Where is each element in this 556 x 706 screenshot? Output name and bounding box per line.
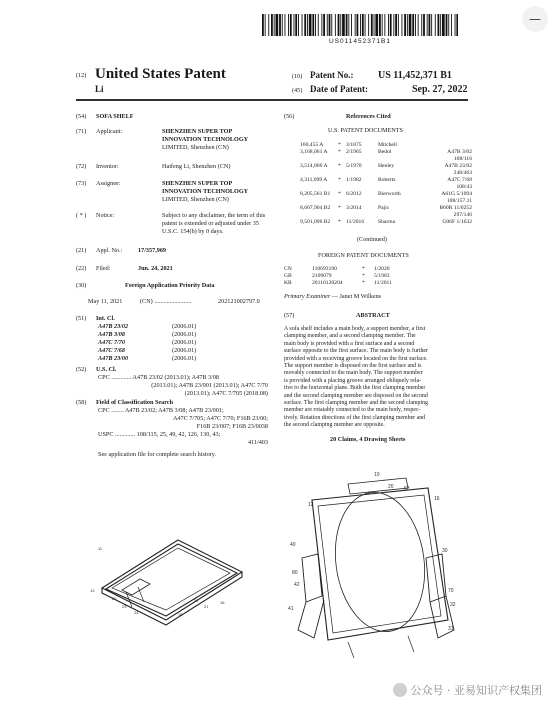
us-reference-row: 3,168,061 A * 2/1965 Bedol A47B 3/02 108/116 <box>300 149 472 162</box>
figure-numeral: 12 <box>308 502 314 508</box>
code-56: (56) <box>284 113 295 120</box>
abstract-line: surface opposite to the first surface. The main body is further <box>284 348 429 355</box>
wechat-icon <box>393 683 407 697</box>
figure-numeral: 16 <box>434 496 440 502</box>
code-10: (10) <box>292 73 303 80</box>
figure-numeral: 16 <box>220 600 225 605</box>
abstract-line: provided with a receiving groove located on the first surface. <box>284 355 428 362</box>
figure-numeral: 40 <box>290 542 296 548</box>
appl-label: Appl. No.: <box>96 247 123 254</box>
abstract-line: movably connected to the main body. The support member <box>284 370 423 377</box>
abstract-line: A sofa shelf includes a main body, a support member, a first <box>284 326 426 332</box>
notice-label: Notice: <box>96 212 115 219</box>
code-30: (30) <box>76 282 87 289</box>
figure-numeral: 20 <box>112 596 117 601</box>
foreign-docs-heading: FOREIGN PATENT DOCUMENTS <box>318 252 409 259</box>
abstract-line: main body is provided with a first surface and a second <box>284 340 415 347</box>
abstract-line: is provided with a placing groove arranged obliquely rela- <box>284 377 422 384</box>
figure-numeral: 15 <box>178 612 183 617</box>
code-58: (58) <box>76 399 87 406</box>
notice-value: Subject to any disclaimer, the term of this patent is extended or adjusted under 35 U.S.C. 154(b) by 0 days. <box>162 212 266 235</box>
foreign-reference-row: CN 110693190 * 1/2020 <box>284 266 390 272</box>
abstract-line: member are rotatably connected to the main body, respec- <box>284 407 421 414</box>
figure-numeral: 41 <box>288 606 294 612</box>
intcl-row: A47B 23/00 (2006.01) <box>98 355 197 362</box>
figure-exploded-view <box>288 470 458 660</box>
uscl-heading: U.S. Cl. <box>96 366 117 373</box>
barcode <box>262 14 458 36</box>
abstract-line: tive to the horizontal plane. Both the first clamping member <box>284 385 426 392</box>
inventor-value: Haifeng Li, Shenzhen (CN) <box>162 163 231 170</box>
minimize-button[interactable] <box>522 6 548 32</box>
code-51: (51) <box>76 315 87 322</box>
figure-numeral: 52 <box>404 486 410 492</box>
priority-date: May 11, 2021 <box>88 298 123 305</box>
abstract-line: The support member is disposed on the first surface and is <box>284 363 422 370</box>
us-reference-row: 9,501,096 B2 * 11/2016 Sharma G06F 1/1632 <box>300 219 472 225</box>
intcl-row: A47B 23/02 (2006.01) <box>98 323 197 330</box>
patent-number: US 11,452,371 B1 <box>378 70 452 81</box>
priority-heading: Foreign Application Priority Data <box>125 282 215 289</box>
figure-numeral: 22 <box>194 598 199 603</box>
invention-title: SOFA SHELF <box>96 113 134 120</box>
us-docs-heading: U.S. PATENT DOCUMENTS <box>328 127 403 134</box>
figure-perspective-view <box>82 480 252 640</box>
refs-heading: References Cited <box>346 113 391 120</box>
date-label: Date of Patent: <box>310 84 368 94</box>
inventor-label: Inventor: <box>96 163 119 170</box>
figure-numeral: 80 <box>292 570 298 576</box>
intcl-heading: Int. Cl. <box>96 315 115 322</box>
priority-country: (CN) ........................ <box>140 298 192 305</box>
figure-numeral: 10 <box>374 472 380 478</box>
code-45: (45) <box>292 87 303 94</box>
assignee-label: Assignee: <box>96 180 121 187</box>
figure-numeral: 24 <box>134 610 139 615</box>
us-reference-row: 3,514,066 A * 5/1970 Henley A47B 23/02 248/463 <box>300 163 472 176</box>
claims-count: 20 Claims, 4 Drawing Sheets <box>330 436 406 443</box>
foreign-reference-row: KR 20110120204 * 11/2011 <box>284 280 392 286</box>
code-21: (21) <box>76 247 87 254</box>
assignee-value: SHENZHEN SUPER TOP INNOVATION TECHNOLOGY LIMITED, Shenzhen (CN) <box>162 180 249 203</box>
priority-number: 202121002797.0 <box>218 298 260 305</box>
intcl-list <box>98 323 238 363</box>
patent-no-label: Patent No.: <box>310 70 354 80</box>
search-history-note: See application file for complete search history. <box>98 451 216 458</box>
uscl-lines: CPC ............. A47B 23/02 (2013.01); A47B 3/08 (2013.01); A47B 23/001 (2013.01); A47C 7/70 (2013.01); A47C 7/705 (2018.08) <box>98 374 268 397</box>
examiner-line: Primary Examiner — Janet M Wilkens <box>284 293 382 300</box>
barcode-number: US011452371B1 <box>328 38 392 45</box>
abstract-line: and the second clamping member are disposed on the second <box>284 392 428 399</box>
code-57: (57) <box>284 312 295 319</box>
intcl-row: A47C 7/70 (2006.01) <box>98 339 197 346</box>
watermark-text: 公众号 · 亚易知识产权集团 <box>410 684 542 697</box>
header-rule <box>76 99 468 101</box>
figure-numeral: 13 <box>90 588 95 593</box>
figure-numeral: 21 <box>204 604 209 609</box>
code-22: (22) <box>76 265 87 272</box>
filed-label: Filed: <box>96 265 111 272</box>
wechat-watermark <box>393 682 543 698</box>
applicant-value: SHENZHEN SUPER TOP INNOVATION TECHNOLOGY LIMITED, Shenzhen (CN) <box>162 128 249 151</box>
abstract-heading: ABSTRACT <box>356 312 390 319</box>
code-73: (73) <box>76 180 87 187</box>
applicant-label: Applicant: <box>96 128 123 135</box>
figure-numeral: 23 <box>122 604 127 609</box>
us-reference-row: 8,667,904 B2 * 3/2014 Pajic B60R 11/0252 297/146 <box>300 205 472 218</box>
intcl-row: A47C 7/68 (2006.01) <box>98 347 197 354</box>
document-type: United States Patent <box>95 66 226 82</box>
filed-date: Jun. 24, 2021 <box>138 265 173 272</box>
continued-note: (Continued) <box>357 236 387 243</box>
us-reference-row: 4,311,099 A * 1/1982 Roberts A47C 7/68 108/43 <box>300 177 472 190</box>
minimize-icon: — <box>529 12 541 26</box>
code-72: (72) <box>76 163 87 170</box>
patent-date: Sep. 27, 2022 <box>412 84 468 95</box>
abstract-text <box>284 326 474 430</box>
inventor-surname: Li <box>95 84 104 94</box>
abstract-line: clamping member, and a second clamping member. The <box>284 333 416 340</box>
code-12: (12) <box>76 72 87 79</box>
figure-numeral: 42 <box>294 582 300 588</box>
code-52: (52) <box>76 366 87 373</box>
field-heading: Field of Classification Search <box>96 399 174 406</box>
foreign-reference-row: GB 2109079 * 5/1983 <box>284 273 390 279</box>
abstract-line: tively. Rotation directions of the first clamping member and <box>284 414 426 421</box>
figure-numeral: 20 <box>388 484 394 490</box>
us-reference-row: 160,455 A * 3/1875 Mitchell <box>300 142 397 148</box>
code-71: (71) <box>76 128 87 135</box>
figure-numeral: 11 <box>98 546 103 551</box>
code-54: (54) <box>76 113 87 120</box>
us-reference-row: 8,205,561 B1 * 6/2012 Bierworth A61G 5/1094 108/157.11 <box>300 191 472 204</box>
abstract-line: surface. The first clamping member and the second clamping <box>284 400 428 407</box>
abstract-line: the second clamping member are opposite. <box>284 422 385 429</box>
intcl-row: A47B 3/08 (2006.01) <box>98 331 197 338</box>
code-notice: ( * ) <box>76 212 87 219</box>
appl-number: 17/357,969 <box>138 247 167 254</box>
figure-numeral: 70 <box>448 588 454 594</box>
figure-numeral: 32 <box>450 602 456 608</box>
figure-numeral: 30 <box>442 548 448 554</box>
field-lines: CPC ........ A47B 23/02; A47B 3/08; A47B 23/001; A47C 7/705; A47C 7/70; F16B 23/00; F16B 23/007; F16B 23/0038 USPC ............. 108/115, 25, 49, 42, 126, 130, 43; 411/403 <box>98 407 268 446</box>
figure-numeral: 31 <box>448 626 454 632</box>
